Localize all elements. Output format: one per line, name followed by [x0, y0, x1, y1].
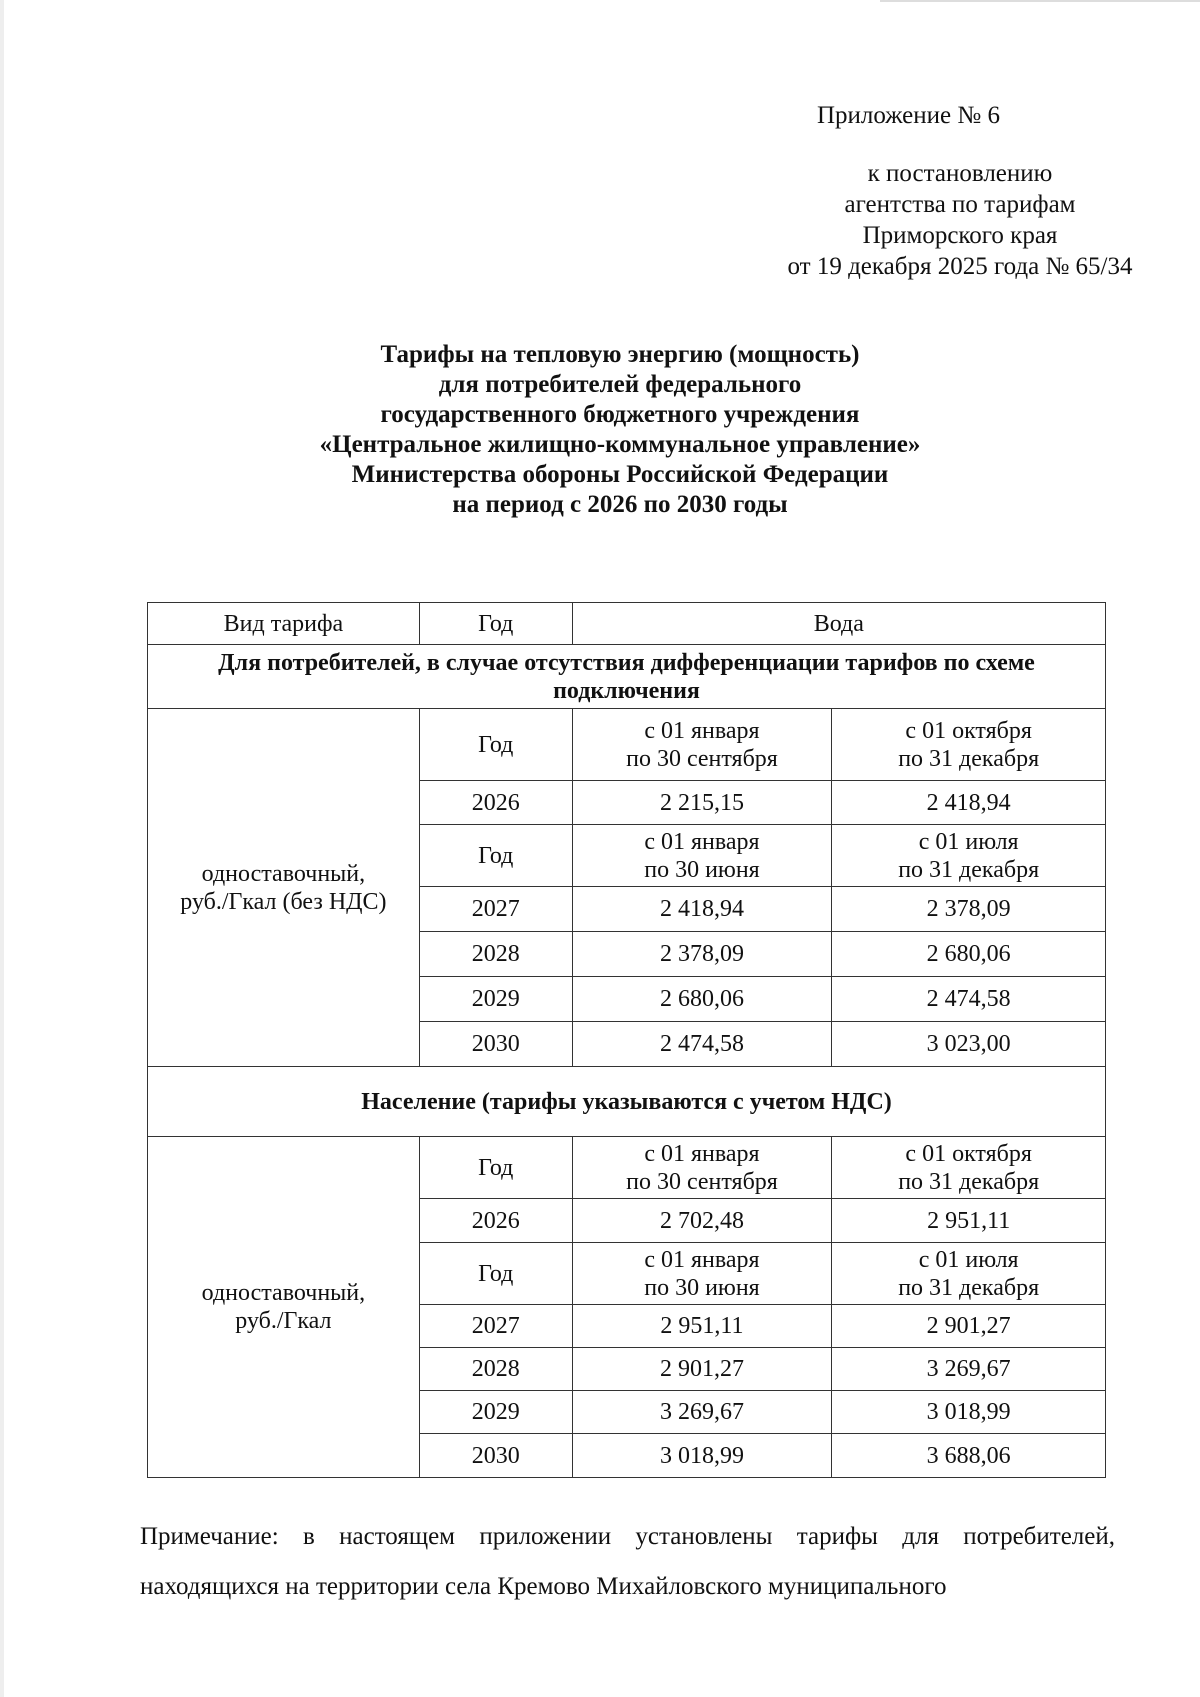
year-label: Год: [419, 825, 572, 887]
year-cell: 2029: [419, 977, 572, 1022]
title-line: на период с 2026 по 2030 годы: [452, 491, 788, 518]
title-line: государственного бюджетного учреждения: [380, 401, 860, 428]
value-cell: 2 474,58: [572, 1022, 832, 1067]
period-1-label: с 01 января по 30 июня: [572, 825, 832, 887]
tariff-table: [147, 602, 1106, 1478]
appendix-line: агентства по тарифам: [844, 191, 1076, 218]
year-cell: 2026: [419, 781, 572, 825]
value-cell: 3 269,67: [572, 1391, 832, 1434]
value-cell: 2 680,06: [832, 932, 1106, 977]
year-cell: 2029: [419, 1391, 572, 1434]
year-cell: 2027: [419, 887, 572, 932]
year-cell: 2028: [419, 932, 572, 977]
year-cell: 2028: [419, 1348, 572, 1391]
value-cell: 3 018,99: [832, 1391, 1106, 1434]
tariff-type-cell: одноставочный, руб./Гкал: [148, 1137, 420, 1478]
section-heading: Для потребителей, в случае отсутствия дифференциации тарифов по схеме подключения: [148, 645, 1106, 709]
value-cell: 2 951,11: [572, 1305, 832, 1348]
year-cell: 2030: [419, 1434, 572, 1478]
year-label: Год: [419, 709, 572, 781]
value-cell: 3 688,06: [832, 1434, 1106, 1478]
appendix-line: Приморского края: [862, 222, 1058, 249]
value-cell: 2 378,09: [832, 887, 1106, 932]
table-row: [148, 1137, 1106, 1199]
table-row: [148, 709, 1106, 781]
value-cell: 3 018,99: [572, 1434, 832, 1478]
period-2-label: с 01 октября по 31 декабря: [832, 709, 1106, 781]
year-cell: 2030: [419, 1022, 572, 1067]
value-cell: 2 418,94: [832, 781, 1106, 825]
value-cell: 2 215,15: [572, 781, 832, 825]
header-year: Год: [419, 603, 572, 645]
period-1-label: с 01 января по 30 сентября: [572, 709, 832, 781]
year-cell: 2027: [419, 1305, 572, 1348]
document-title: [130, 340, 1110, 520]
value-cell: 2 951,11: [832, 1199, 1106, 1243]
value-cell: 3 023,00: [832, 1022, 1106, 1067]
value-cell: 2 474,58: [832, 977, 1106, 1022]
appendix-line: к постановлению: [867, 160, 1053, 187]
period-2-label: с 01 июля по 31 декабря: [832, 825, 1106, 887]
table-header-row: [148, 603, 1106, 645]
period-1-label: с 01 января по 30 июня: [572, 1243, 832, 1305]
section-heading-row: [148, 1067, 1106, 1137]
tariff-type-cell: одноставочный, руб./Гкал (без НДС): [148, 709, 420, 1067]
value-cell: 2 901,27: [832, 1305, 1106, 1348]
page-edge-line: [880, 0, 1200, 2]
title-line: Тарифы на тепловую энергию (мощность): [380, 341, 860, 368]
appendix-reference: [600, 158, 1140, 282]
year-cell: 2026: [419, 1199, 572, 1243]
title-line: Министерства обороны Российской Федерации: [351, 461, 889, 488]
value-cell: 2 378,09: [572, 932, 832, 977]
header-water: Вода: [572, 603, 1105, 645]
value-cell: 2 901,27: [572, 1348, 832, 1391]
value-cell: 3 269,67: [832, 1348, 1106, 1391]
period-1-label: с 01 января по 30 сентября: [572, 1137, 832, 1199]
year-label: Год: [419, 1137, 572, 1199]
page-left-shadow: [0, 0, 4, 1697]
year-label: Год: [419, 1243, 572, 1305]
title-line: «Центральное жилищно-коммунальное управление»: [319, 431, 921, 458]
value-cell: 2 702,48: [572, 1199, 832, 1243]
title-line: для потребителей федерального: [438, 371, 802, 398]
footnote: Примечание: в настоящем приложении установлены тарифы для потребителей, находящихся на территории села Кремово Михайловского муниципального: [140, 1523, 1115, 1600]
section-heading-row: [148, 645, 1106, 709]
appendix-line: от 19 декабря 2025 года № 65/34: [787, 253, 1133, 280]
section-heading: Население (тарифы указываются с учетом НДС): [148, 1067, 1106, 1137]
appendix-number: Приложение № 6: [816, 102, 1000, 129]
period-2-label: с 01 октября по 31 декабря: [832, 1137, 1106, 1199]
appendix-header: [600, 100, 1140, 282]
header-tariff-type: Вид тарифа: [148, 603, 420, 645]
period-2-label: с 01 июля по 31 декабря: [832, 1243, 1106, 1305]
value-cell: 2 680,06: [572, 977, 832, 1022]
value-cell: 2 418,94: [572, 887, 832, 932]
